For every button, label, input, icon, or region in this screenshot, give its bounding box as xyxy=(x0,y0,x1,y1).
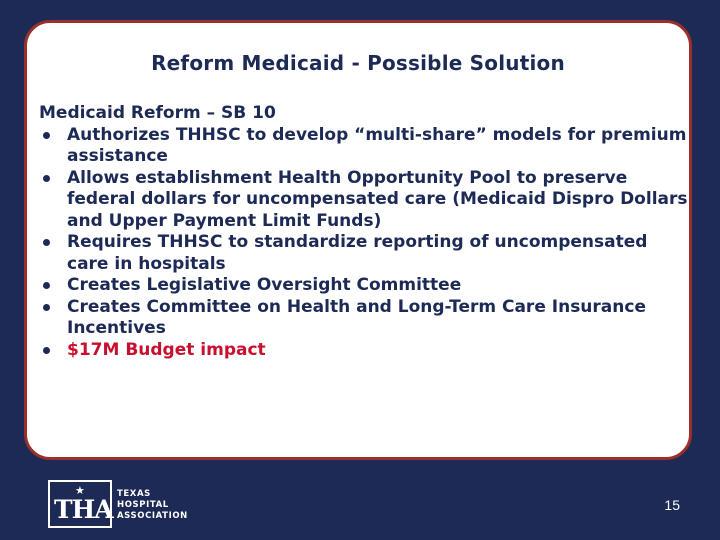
bullet-icon xyxy=(43,347,50,354)
bullet-text: Creates Legislative Oversight Committee xyxy=(67,275,462,295)
page-number: 15 xyxy=(664,497,680,513)
bullet-item-budget xyxy=(39,340,689,362)
section-heading: Medicaid Reform – SB 10 xyxy=(39,103,276,123)
slide-body xyxy=(39,103,689,361)
bullet-text: Allows establishment Health Opportunity Pool to preserve federal dollars for uncompensated care (Medicaid Dispro Dollars and Upper Payment Limit Funds) xyxy=(67,167,688,231)
slide-title: Reform Medicaid - Possible Solution xyxy=(151,51,565,75)
logo-word: TEXAS xyxy=(117,489,151,499)
bullet-text: Authorizes THHSC to develop “multi-share” models for premium assistance xyxy=(67,124,687,166)
bullet-icon xyxy=(43,304,50,311)
bullet-text: $17M Budget impact xyxy=(67,339,266,360)
bullet-list xyxy=(39,125,689,362)
bullet-item xyxy=(39,168,689,233)
bullet-item xyxy=(39,275,689,297)
bullet-icon xyxy=(43,239,50,246)
bullet-icon xyxy=(43,175,50,182)
bullet-item xyxy=(39,125,689,168)
logo-word: HOSPITAL xyxy=(117,500,169,510)
bullet-icon xyxy=(43,132,50,139)
tha-logo xyxy=(48,480,188,528)
bullet-text: Creates Committee on Health and Long-Term Care Insurance Incentives xyxy=(67,296,646,338)
bullet-item xyxy=(39,232,689,275)
logo-word: ASSOCIATION xyxy=(117,511,188,521)
bullet-icon xyxy=(43,282,50,289)
star-icon: ★ xyxy=(75,484,85,497)
content-panel xyxy=(24,20,692,460)
bullet-text: Requires THHSC to standardize reporting of uncompensated care in hospitals xyxy=(67,232,648,274)
logo-words xyxy=(117,489,188,522)
logo-letters: THA xyxy=(54,495,113,524)
bullet-item xyxy=(39,297,689,340)
logo-box xyxy=(48,480,112,528)
